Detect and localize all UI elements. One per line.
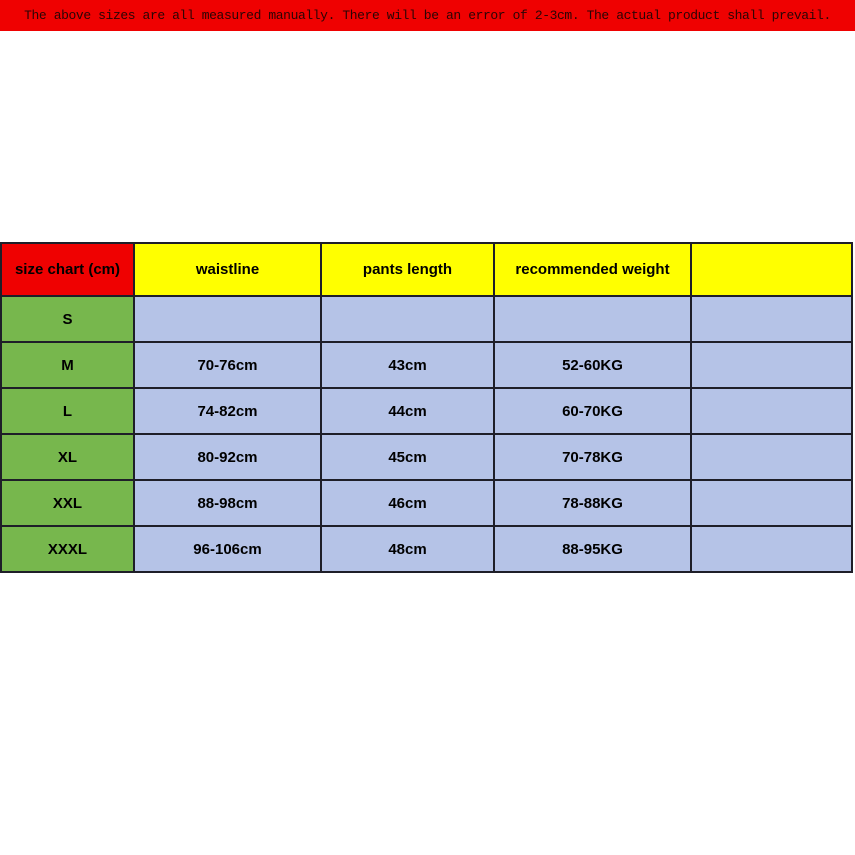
pants-length-cell: 46cm bbox=[321, 480, 494, 526]
table-row bbox=[1, 434, 852, 480]
recommended-weight-cell: 70-78KG bbox=[494, 434, 691, 480]
table-row bbox=[1, 342, 852, 388]
size-label-cell: XL bbox=[1, 434, 134, 480]
waistline-cell: 74-82cm bbox=[134, 388, 321, 434]
size-label-cell: L bbox=[1, 388, 134, 434]
extra-cell bbox=[691, 434, 852, 480]
size-label-cell: XXXL bbox=[1, 526, 134, 572]
pants-length-cell: 48cm bbox=[321, 526, 494, 572]
pants-length-cell: 45cm bbox=[321, 434, 494, 480]
size-label-cell: S bbox=[1, 296, 134, 342]
table-row bbox=[1, 388, 852, 434]
disclaimer-text: The above sizes are all measured manually. There will be an error of 2-3cm. The actual product shall prevail. bbox=[24, 8, 831, 23]
extra-cell bbox=[691, 526, 852, 572]
waistline-cell: 70-76cm bbox=[134, 342, 321, 388]
extra-cell bbox=[691, 388, 852, 434]
size-label-cell: XXL bbox=[1, 480, 134, 526]
size-chart-table-container bbox=[0, 242, 855, 573]
header-row bbox=[1, 243, 852, 296]
header-waistline: waistline bbox=[134, 243, 321, 296]
table-row bbox=[1, 526, 852, 572]
extra-cell bbox=[691, 342, 852, 388]
header-empty bbox=[691, 243, 852, 296]
header-pants-length: pants length bbox=[321, 243, 494, 296]
extra-cell bbox=[691, 480, 852, 526]
pants-length-cell: 44cm bbox=[321, 388, 494, 434]
pants-length-cell bbox=[321, 296, 494, 342]
waistline-cell: 88-98cm bbox=[134, 480, 321, 526]
header-size-chart: size chart (cm) bbox=[1, 243, 134, 296]
pants-length-cell: 43cm bbox=[321, 342, 494, 388]
extra-cell bbox=[691, 296, 852, 342]
table-body bbox=[1, 296, 852, 572]
table-row bbox=[1, 480, 852, 526]
waistline-cell: 96-106cm bbox=[134, 526, 321, 572]
waistline-cell: 80-92cm bbox=[134, 434, 321, 480]
recommended-weight-cell bbox=[494, 296, 691, 342]
table-row bbox=[1, 296, 852, 342]
waistline-cell bbox=[134, 296, 321, 342]
disclaimer-banner bbox=[0, 0, 855, 31]
recommended-weight-cell: 52-60KG bbox=[494, 342, 691, 388]
recommended-weight-cell: 78-88KG bbox=[494, 480, 691, 526]
recommended-weight-cell: 60-70KG bbox=[494, 388, 691, 434]
recommended-weight-cell: 88-95KG bbox=[494, 526, 691, 572]
size-label-cell: M bbox=[1, 342, 134, 388]
size-chart-table bbox=[0, 242, 853, 573]
header-recommended-weight: recommended weight bbox=[494, 243, 691, 296]
